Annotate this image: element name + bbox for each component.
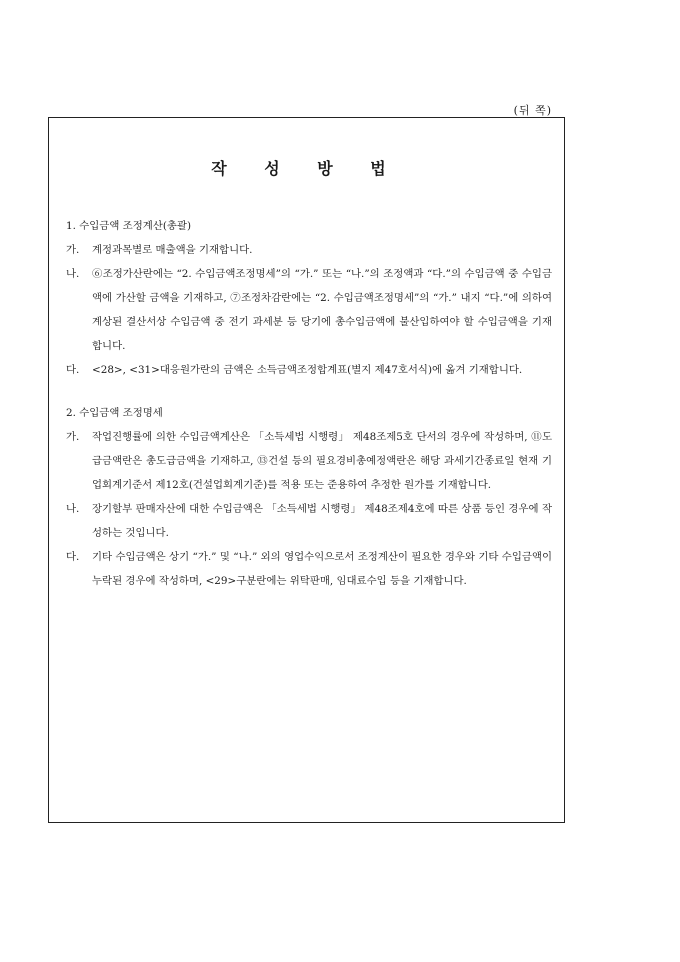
section-spacer	[66, 382, 552, 401]
item-marker: 다.	[66, 551, 80, 563]
list-item	[66, 497, 552, 545]
section-heading: 1. 수입금액 조정계산(총괄)	[66, 220, 191, 232]
page-side-label: (뒤 쪽)	[513, 104, 552, 117]
page-title: 작 성 방 법	[211, 159, 402, 178]
item-marker: 가.	[66, 431, 80, 443]
section-heading: 2. 수입금액 조정명세	[66, 407, 163, 419]
item-text: 기타 수입금액은 상기 “가.” 및 “나.” 외의 영업수익으로서 조정계산이 필요한 경우와 기타 수입금액이 누락된 경우에 작성하며, <29>구분란에는 위탁판매, 임대료수입 등을 기재합니다.	[92, 551, 552, 587]
list-item	[66, 358, 552, 382]
instructions-body	[66, 214, 552, 593]
list-item	[66, 425, 552, 497]
list-item	[66, 262, 552, 358]
item-text: 장기할부 판매자산에 대한 수입금액은 「소득세법 시행령」 제48조제4호에 따른 상품 등인 경우에 작성하는 것입니다.	[92, 503, 552, 539]
item-text: 작업진행률에 의한 수입금액계산은 「소득세법 시행령」 제48조제5호 단서의 경우에 작성하며, ⑪도급금액란은 총도급금액을 기재하고, ⑬건설 등의 필요경비총예정액란은 해당 과세기간종료일 현재 기업회계기준서 제12호(건설업회계기준)를 적용 또는 준용하여 추정한 원가를 기재합니다.	[92, 431, 552, 491]
list-item	[66, 238, 552, 262]
item-marker: 다.	[66, 364, 80, 376]
item-text: <28>, <31>대응원가란의 금액은 소득금액조정합계표(별지 제47호서식)에 옮겨 기재합니다.	[92, 364, 523, 376]
list-item	[66, 545, 552, 593]
item-marker: 가.	[66, 244, 80, 256]
item-marker: 나.	[66, 268, 80, 280]
item-text: 계정과목별로 매출액을 기재합니다.	[92, 244, 253, 256]
item-text: ⑥조정가산란에는 “2. 수입금액조정명세”의 “가.” 또는 “나.”의 조정액과 “다.”의 수입금액 중 수입금액에 가산할 금액을 기재하고, ⑦조정차감란에는 “2. 수입금액조정명세”의 “가.” 내지 “다.”에 의하여 계상된 결산서상 수입금액 중 전기 과세분 등 당기에 총수입금액에 불산입하여야 할 수입금액을 기재합니다.	[92, 268, 552, 352]
item-marker: 나.	[66, 503, 80, 515]
